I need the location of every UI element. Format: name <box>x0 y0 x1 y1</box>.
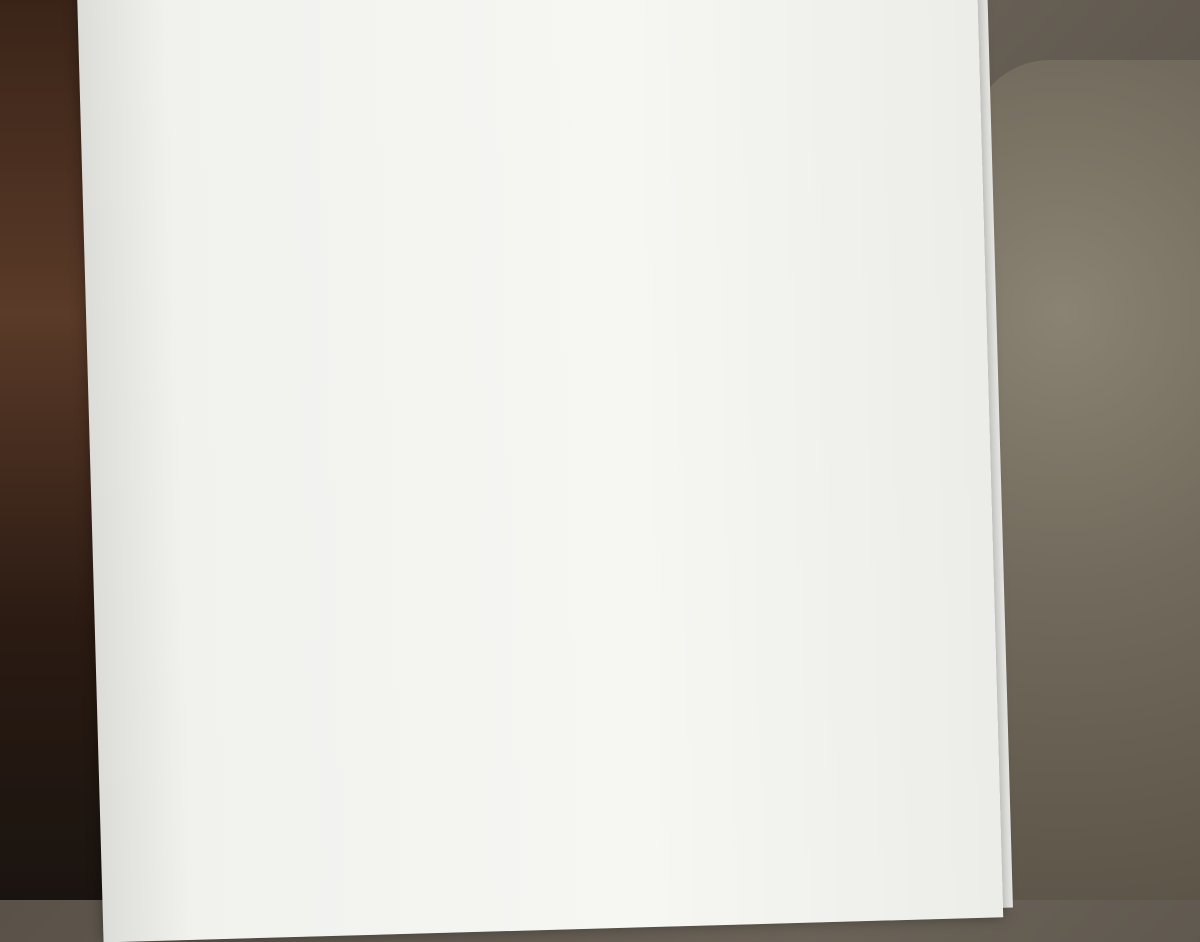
document-content <box>248 0 968 32</box>
price-list-document <box>77 0 1003 942</box>
section-heading <box>248 0 968 32</box>
